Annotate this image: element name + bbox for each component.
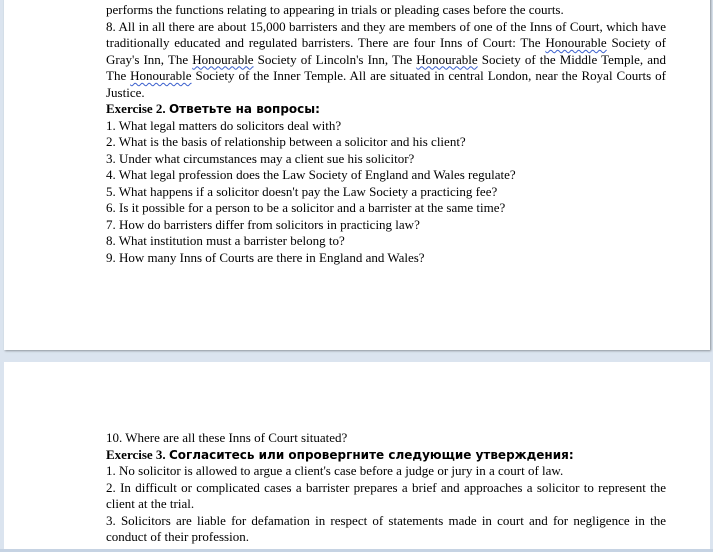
spellcheck-word[interactable]: Honourable — [545, 35, 607, 50]
page-2-text — [106, 430, 666, 546]
statement-item: 1. No solicitor is allowed to argue a client's case before a judge or jury in a court of law. — [106, 463, 564, 478]
exercise-3-heading — [106, 447, 666, 464]
exercise-2-label: Exercise 2. — [106, 101, 166, 116]
question-list — [106, 118, 666, 267]
question-item: 3. Under what circumstances may a client sue his solicitor? — [106, 150, 415, 166]
spellcheck-word[interactable]: Honourable — [192, 51, 254, 67]
statement-item: 2. In difficult or complicated cases a barrister prepares a brief and approaches a solicitor to represent the client at the trial. — [106, 479, 666, 511]
question-item: 4. What legal profession does the Law Society of England and Wales regulate? — [106, 167, 516, 182]
exercise-3-title: Согласитесь или опровергните следующие утверждения: — [168, 447, 574, 462]
exercise-3-label: Exercise 3. — [106, 446, 166, 462]
question-item: 9. How many Inns of Courts are there in England and Wales? — [106, 249, 425, 265]
partial-paragraph-7-end: performs the functions relating to appearing in trials or pleading cases before the courts. — [106, 2, 564, 17]
question-item: 2. What is the basis of relationship between a solicitor and his client? — [106, 134, 466, 149]
exercise-2-heading — [106, 101, 666, 118]
document-page-1 — [4, 0, 710, 350]
statement-list — [106, 463, 666, 546]
question-item-10: 10. Where are all these Inns of Court situated? — [106, 430, 348, 445]
question-item: 5. What happens if a solicitor doesn't pay the Law Society a practicing fee? — [106, 183, 498, 199]
spellcheck-word[interactable]: Honourable — [416, 51, 478, 67]
paragraph-8: 8. All in all there are about 15,000 barristers and they are members of one of the Inns of Court, which have traditionally educated and regulated barristers. There are four Inns of Court: The Honourable Society of Gray's Inn, The Honourable Society of Lincoln's Inn, The Honourable Society of the Middle Temple, and The Honourable Society of the Inner Temple. All are situated in central London, near the Royal Courts of Justice. — [106, 18, 667, 100]
question-item: 8. What institution must a barrister belong to? — [106, 233, 345, 248]
question-item: 1. What legal matters do solicitors deal with? — [106, 117, 342, 133]
statement-item: 3. Solicitors are liable for defamation in respect of statements made in court and for negligence in the conduct of their profession. — [106, 512, 666, 544]
question-item: 7. How do barristers differ from solicitors in practicing law? — [106, 216, 420, 232]
document-page-2 — [4, 362, 710, 552]
spellcheck-word[interactable]: Honourable — [130, 68, 192, 83]
page-1-text — [106, 2, 666, 266]
question-item: 6. Is it possible for a person to be a solicitor and a barrister at the same time? — [106, 200, 506, 215]
exercise-2-title: Ответьте на вопросы: — [168, 102, 320, 116]
